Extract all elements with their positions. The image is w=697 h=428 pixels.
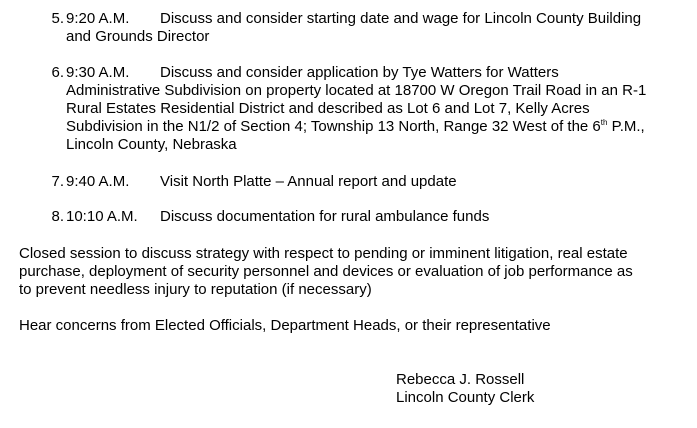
- signature-title: Lincoln County Clerk: [396, 389, 535, 406]
- closed-session-line: purchase, deployment of security personnel and devices or evaluation of job performance as: [19, 263, 633, 280]
- item-description: Discuss and consider application by Tye Watters for Watters: [160, 64, 559, 81]
- item-description-continued: and Grounds Director: [66, 28, 210, 45]
- item-number: 7.: [51, 173, 64, 190]
- closed-session-line: to prevent needless injury to reputation (if necessary): [19, 281, 372, 298]
- item-time: 9:40 A.M.: [66, 173, 130, 190]
- item-description-continued: Rural Estates Residential District and described as Lot 6 and Lot 7, Kelly Acres: [66, 100, 590, 117]
- item-description-continued: Lincoln County, Nebraska: [66, 136, 237, 153]
- item-description-text: Subdivision in the N1/2 of Section 4; Township 13 North, Range 32 West of the 6: [66, 118, 601, 135]
- item-time: 9:20 A.M.: [66, 10, 130, 27]
- item-description: Discuss documentation for rural ambulance funds: [160, 208, 490, 225]
- signature-name: Rebecca J. Rossell: [396, 371, 525, 388]
- item-number: 8.: [51, 208, 64, 225]
- item-time: 9:30 A.M.: [66, 64, 130, 81]
- item-description-continued: [66, 118, 697, 136]
- concerns-paragraph: Hear concerns from Elected Officials, Department Heads, or their representative: [19, 317, 551, 334]
- item-description-suffix: P.M.,: [607, 118, 645, 135]
- item-number: 5.: [51, 10, 64, 27]
- item-number: 6.: [51, 64, 64, 81]
- item-description: Visit North Platte – Annual report and update: [160, 173, 457, 190]
- ordinal-superscript: th: [600, 118, 608, 127]
- item-time: 10:10 A.M.: [66, 208, 138, 225]
- closed-session-line: Closed session to discuss strategy with respect to pending or imminent litigation, real estate: [19, 245, 628, 262]
- item-description: Discuss and consider starting date and wage for Lincoln County Building: [160, 10, 642, 27]
- item-description-continued: Administrative Subdivision on property located at 18700 W Oregon Trail Road in an R-1: [66, 82, 647, 99]
